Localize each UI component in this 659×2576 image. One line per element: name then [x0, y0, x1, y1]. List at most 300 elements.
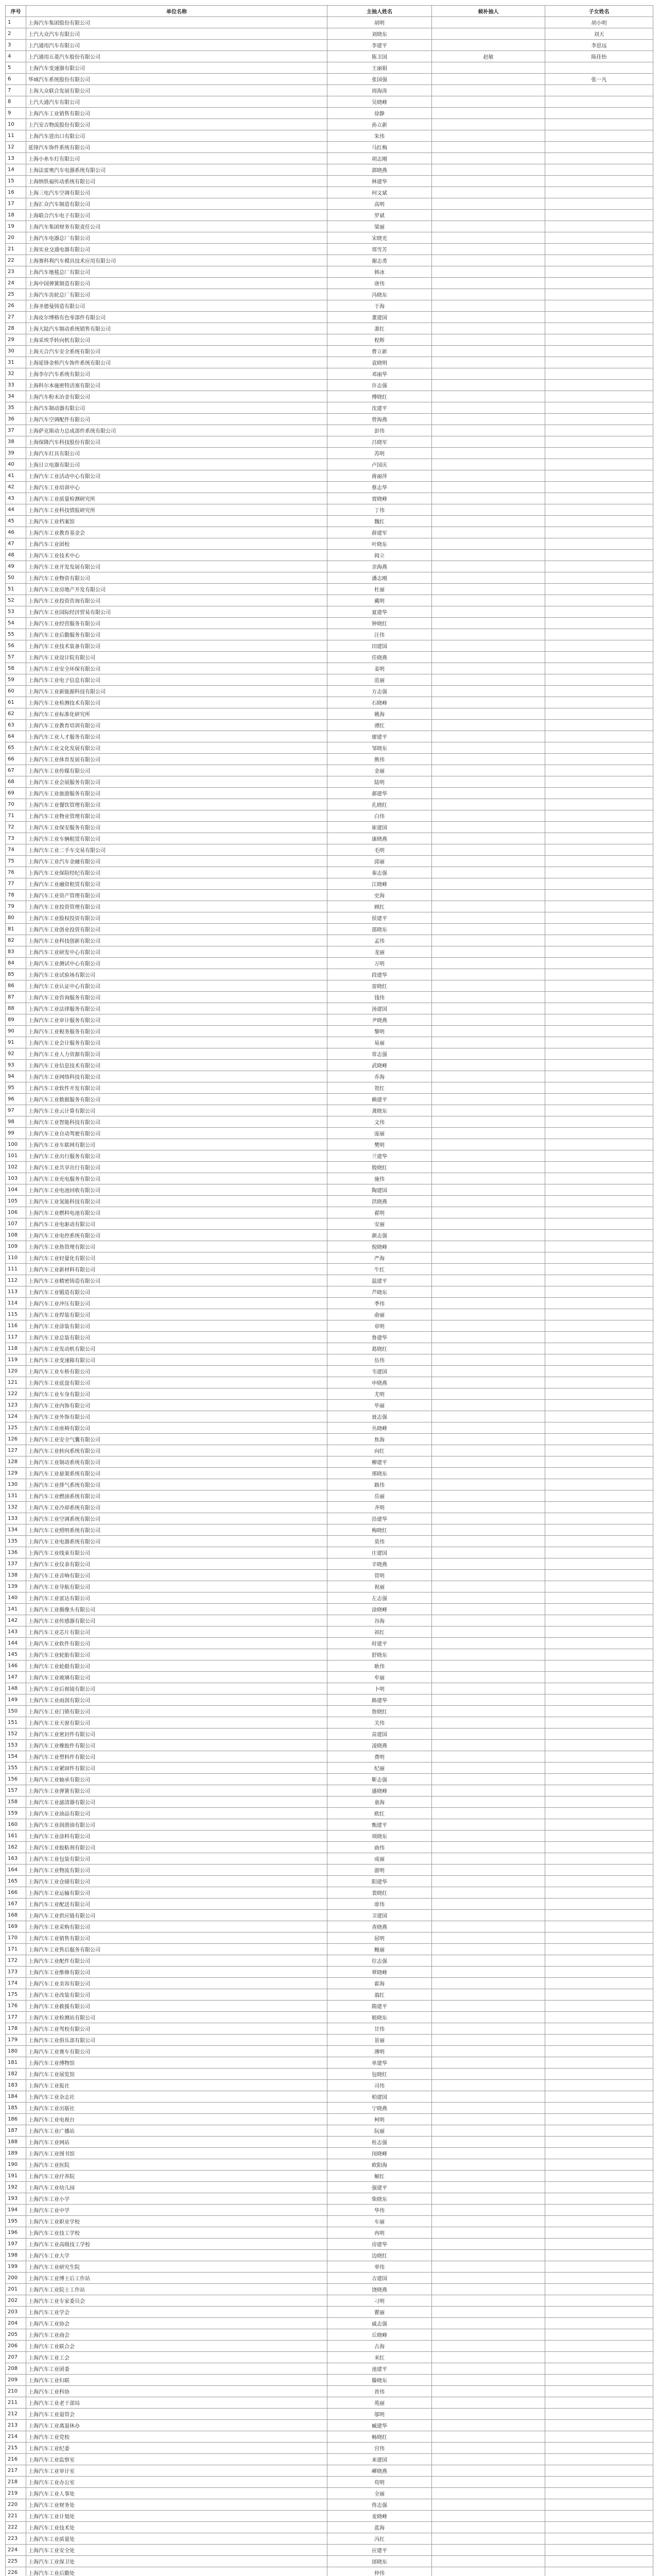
row-main-person: 殷晓红: [327, 1162, 432, 1173]
row-index: 204: [6, 2318, 26, 2329]
row-company: 上海大众联合发展有限公司: [26, 85, 327, 96]
row-company: 上海联合汽车电子有限公司: [26, 210, 327, 221]
row-index: 194: [6, 2205, 26, 2216]
row-child: [545, 1094, 653, 1105]
row-index: 137: [6, 1558, 26, 1570]
row-alternate: [432, 482, 545, 493]
row-alternate: [432, 856, 545, 867]
row-main-person: 阎立: [327, 550, 432, 561]
row-child: [545, 1808, 653, 1819]
header-company: 单位名称: [26, 6, 327, 17]
row-company: 上海汽车工业仪表有限公司: [26, 1558, 327, 1570]
row-main-person: 余海燕: [327, 561, 432, 572]
row-child: [545, 527, 653, 538]
row-alternate: [432, 1774, 545, 1785]
row-company: 上海汽车工业驾校有限公司: [26, 2023, 327, 2035]
table-row: [6, 1921, 653, 1933]
row-main-person: 霍海: [327, 1978, 432, 1989]
row-alternate: 赵敏: [432, 51, 545, 62]
table-row: [6, 754, 653, 765]
row-index: 208: [6, 2363, 26, 2375]
table-row: [6, 2375, 653, 2386]
table-row: [6, 2318, 653, 2329]
header-row: [6, 6, 653, 17]
row-alternate: [432, 2091, 545, 2103]
row-index: 143: [6, 1626, 26, 1638]
row-child: [545, 470, 653, 482]
row-child: [545, 1672, 653, 1683]
table-row: [6, 1989, 653, 2001]
row-main-person: 萧红: [327, 323, 432, 334]
row-index: 51: [6, 584, 26, 595]
row-alternate: [432, 1967, 545, 1978]
row-main-person: 申晓燕: [327, 1377, 432, 1388]
row-alternate: [432, 2035, 545, 2046]
row-company: 上海汽车工业信息技术有限公司: [26, 1060, 327, 1071]
row-main-person: 安丽: [327, 1218, 432, 1230]
row-child: [545, 1298, 653, 1309]
row-main-person: 陈卫国: [327, 51, 432, 62]
row-index: 140: [6, 1592, 26, 1604]
row-main-person: 莫伟: [327, 1536, 432, 1547]
row-child: [545, 1479, 653, 1490]
row-company: 上海大陆汽车制动系统销售有限公司: [26, 323, 327, 334]
row-main-person: 畅晓红: [327, 2431, 432, 2443]
row-company: 上海汽车工业老干部局: [26, 2397, 327, 2409]
row-alternate: [432, 1887, 545, 1899]
row-child: [545, 504, 653, 516]
row-child: [545, 2137, 653, 2148]
table-row: [6, 130, 653, 142]
table-row: [6, 584, 653, 595]
row-child: [545, 890, 653, 901]
row-alternate: [432, 1468, 545, 1479]
table-row: [6, 2171, 653, 2182]
row-company: 上海汽车工业包装有限公司: [26, 1853, 327, 1865]
table-row: [6, 2454, 653, 2465]
row-child: [545, 754, 653, 765]
row-alternate: [432, 1513, 545, 1524]
row-child: [545, 1014, 653, 1026]
row-company: 上海汽车工业院士工作站: [26, 2284, 327, 2295]
row-main-person: 郑雪芳: [327, 244, 432, 255]
row-index: 96: [6, 1094, 26, 1105]
row-main-person: 邢晓东: [327, 1468, 432, 1479]
table-row: [6, 1343, 653, 1354]
table-row: [6, 1354, 653, 1366]
row-index: 162: [6, 1842, 26, 1853]
row-child: [545, 788, 653, 799]
row-child: [545, 708, 653, 720]
row-main-person: 游明: [327, 1865, 432, 1876]
table-row: [6, 1694, 653, 1706]
row-main-person: 熊伟: [327, 754, 432, 765]
row-alternate: [432, 493, 545, 504]
row-alternate: [432, 2159, 545, 2171]
row-company: 上海汽车工业商会: [26, 2329, 327, 2341]
row-main-person: 戴明: [327, 595, 432, 606]
table-row: [6, 2420, 653, 2431]
row-index: 47: [6, 538, 26, 550]
row-alternate: [432, 867, 545, 878]
row-index: 91: [6, 1037, 26, 1048]
row-child: [545, 799, 653, 810]
row-company: 上海李尔汽车系统有限公司: [26, 368, 327, 380]
row-alternate: [432, 1581, 545, 1592]
row-child: [545, 1241, 653, 1252]
table-row: [6, 368, 653, 380]
row-main-person: 黎明: [327, 1026, 432, 1037]
row-alternate: [432, 2420, 545, 2431]
row-child: [545, 2352, 653, 2363]
table-row: [6, 1751, 653, 1762]
table-row: [6, 2307, 653, 2318]
row-company: 上海汽车工业新能源科技有限公司: [26, 686, 327, 697]
row-company: 上海汽车工业总装有限公司: [26, 1332, 327, 1343]
row-index: 65: [6, 742, 26, 754]
row-company: 上海汽车工业导航有限公司: [26, 1581, 327, 1592]
row-company: 上海汽车工业出行服务有限公司: [26, 1150, 327, 1162]
row-child: [545, 402, 653, 414]
row-alternate: [432, 2227, 545, 2239]
row-index: 93: [6, 1060, 26, 1071]
table-row: [6, 2499, 653, 2511]
row-alternate: [432, 2273, 545, 2284]
row-index: 128: [6, 1456, 26, 1468]
row-company: 上海汽车工业经营服务有限公司: [26, 618, 327, 629]
row-company: 上海汽车变速器有限公司: [26, 62, 327, 74]
row-alternate: [432, 459, 545, 470]
row-child: [545, 2431, 653, 2443]
table-row: [6, 153, 653, 164]
row-alternate: [432, 2329, 545, 2341]
row-company: 上海汽车工业油品有限公司: [26, 1808, 327, 1819]
row-alternate: [432, 595, 545, 606]
row-index: 226: [6, 2567, 26, 2576]
row-alternate: [432, 1162, 545, 1173]
row-alternate: [432, 708, 545, 720]
row-main-person: 唐伟: [327, 278, 432, 289]
row-alternate: [432, 2397, 545, 2409]
table-row: [6, 232, 653, 244]
row-alternate: [432, 1003, 545, 1014]
row-alternate: [432, 1865, 545, 1876]
row-index: 144: [6, 1638, 26, 1649]
row-index: 168: [6, 1910, 26, 1921]
row-main-person: 蓝海: [327, 2522, 432, 2533]
row-index: 138: [6, 1570, 26, 1581]
row-main-person: 徐静: [327, 108, 432, 119]
row-company: 上海汽车工业橡胶件有限公司: [26, 1740, 327, 1751]
row-index: 173: [6, 1967, 26, 1978]
table-row: [6, 1887, 653, 1899]
row-child: [545, 2522, 653, 2533]
row-alternate: [432, 2431, 545, 2443]
row-alternate: [432, 1490, 545, 1502]
row-alternate: [432, 1672, 545, 1683]
row-company: 上汽通用五菱汽车股份有限公司: [26, 51, 327, 62]
row-index: 155: [6, 1762, 26, 1774]
row-alternate: [432, 1899, 545, 1910]
row-company: 上海汽车工业保卫处: [26, 2556, 327, 2567]
row-alternate: [432, 1060, 545, 1071]
row-alternate: [432, 1660, 545, 1672]
row-child: [545, 992, 653, 1003]
row-index: 7: [6, 85, 26, 96]
row-index: 222: [6, 2522, 26, 2533]
row-child: [545, 1899, 653, 1910]
row-main-person: 王丽娟: [327, 62, 432, 74]
row-index: 110: [6, 1252, 26, 1264]
row-alternate: [432, 1241, 545, 1252]
row-alternate: [432, 833, 545, 844]
row-company: 上海汽车工业二手车交易有限公司: [26, 844, 327, 856]
table-row: [6, 1411, 653, 1422]
row-company: 上海汽车工业财务处: [26, 2499, 327, 2511]
row-alternate: [432, 210, 545, 221]
row-index: 192: [6, 2182, 26, 2193]
row-child: [545, 2205, 653, 2216]
row-index: 75: [6, 856, 26, 867]
row-company: 上海汽车工业云计算有限公司: [26, 1105, 327, 1116]
row-company: 上海汽车工业股权投资有限公司: [26, 912, 327, 924]
row-index: 19: [6, 221, 26, 232]
row-main-person: 胡志刚: [327, 153, 432, 164]
row-child: 陈佳怡: [545, 51, 653, 62]
table-row: [6, 1910, 653, 1921]
row-company: 上海汽车工业检测站有限公司: [26, 2012, 327, 2023]
row-main-person: 柳建平: [327, 1456, 432, 1468]
table-row: [6, 493, 653, 504]
row-child: [545, 1853, 653, 1865]
table-row: [6, 334, 653, 346]
row-company: 上海汽车工业软件开发有限公司: [26, 1082, 327, 1094]
row-main-person: 范丽: [327, 674, 432, 686]
row-alternate: [432, 731, 545, 742]
row-main-person: 于海: [327, 300, 432, 312]
row-company: 上海汽车工业后勤服务有限公司: [26, 629, 327, 640]
row-main-person: 凌晓燕: [327, 1740, 432, 1751]
table-row: [6, 2001, 653, 2012]
row-main-person: 武晓峰: [327, 1060, 432, 1071]
row-index: 165: [6, 1876, 26, 1887]
row-alternate: [432, 2477, 545, 2488]
row-main-person: 詹晓红: [327, 1706, 432, 1717]
row-company: 上海汽车工业燃料电池有限公司: [26, 1207, 327, 1218]
row-index: 103: [6, 1173, 26, 1184]
row-main-person: 庄建国: [327, 1547, 432, 1558]
row-main-person: 祁红: [327, 1626, 432, 1638]
table-row: [6, 516, 653, 527]
row-company: 上海小糸车灯有限公司: [26, 153, 327, 164]
table-row: [6, 391, 653, 402]
row-main-person: 隋建平: [327, 2001, 432, 2012]
row-main-person: 牟丽: [327, 1672, 432, 1683]
row-main-person: 童海: [327, 1797, 432, 1808]
row-company: 上海汽车电器总厂有限公司: [26, 232, 327, 244]
row-main-person: 焦海: [327, 1434, 432, 1445]
row-company: 上海汽车工业安全处: [26, 2545, 327, 2556]
row-index: 146: [6, 1660, 26, 1672]
row-alternate: [432, 2443, 545, 2454]
row-main-person: 颜志强: [327, 1230, 432, 1241]
table-row: [6, 561, 653, 572]
row-index: 123: [6, 1400, 26, 1411]
row-index: 14: [6, 164, 26, 176]
row-index: 134: [6, 1524, 26, 1536]
row-company: 上海汽车工业物资有限公司: [26, 572, 327, 584]
row-index: 214: [6, 2431, 26, 2443]
row-child: 张一凡: [545, 74, 653, 85]
row-index: 23: [6, 266, 26, 278]
row-index: 177: [6, 2012, 26, 2023]
row-index: 82: [6, 935, 26, 946]
row-index: 98: [6, 1116, 26, 1128]
row-main-person: 全丽: [327, 2488, 432, 2499]
row-index: 176: [6, 2001, 26, 2012]
row-alternate: [432, 357, 545, 368]
row-child: [545, 187, 653, 198]
row-main-person: 尤明: [327, 1388, 432, 1400]
row-company: 上汽大通汽车有限公司: [26, 96, 327, 108]
table-row: [6, 323, 653, 334]
table-row: [6, 2341, 653, 2352]
row-main-person: 韩冰: [327, 266, 432, 278]
row-child: [545, 414, 653, 425]
table-row: [6, 2567, 653, 2576]
row-child: [545, 1105, 653, 1116]
row-index: 50: [6, 572, 26, 584]
row-main-person: 文伟: [327, 1116, 432, 1128]
row-main-person: 强建平: [327, 2182, 432, 2193]
row-alternate: [432, 1309, 545, 1320]
row-child: [545, 856, 653, 867]
row-alternate: [432, 799, 545, 810]
row-alternate: [432, 2307, 545, 2318]
row-child: [545, 595, 653, 606]
row-index: 129: [6, 1468, 26, 1479]
row-main-person: 万明: [327, 958, 432, 969]
table-row: [6, 1944, 653, 1955]
row-child: [545, 198, 653, 210]
row-index: 45: [6, 516, 26, 527]
row-alternate: [432, 788, 545, 799]
table-row: [6, 1660, 653, 1672]
row-main-person: 葛晓红: [327, 1343, 432, 1354]
table-row: [6, 1388, 653, 1400]
table-row: [6, 822, 653, 833]
row-company: 上海汽车工业开发发展有限公司: [26, 561, 327, 572]
table-row: [6, 448, 653, 459]
row-index: 147: [6, 1672, 26, 1683]
row-child: [545, 153, 653, 164]
row-main-person: 欧阳海: [327, 2159, 432, 2171]
row-main-person: 侯建平: [327, 912, 432, 924]
row-company: 上海赛科利汽车模具技术应用有限公司: [26, 255, 327, 266]
row-alternate: [432, 1196, 545, 1207]
row-alternate: [432, 2001, 545, 2012]
row-alternate: [432, 1411, 545, 1422]
row-main-person: 马红梅: [327, 142, 432, 153]
row-child: [545, 368, 653, 380]
table-row: [6, 935, 653, 946]
row-main-person: 嵺晓燕: [327, 2465, 432, 2477]
row-index: 118: [6, 1343, 26, 1354]
row-company: 上海汽车工业传感器有限公司: [26, 1615, 327, 1626]
row-main-person: 苑丽: [327, 2397, 432, 2409]
row-alternate: [432, 2057, 545, 2069]
row-alternate: [432, 1048, 545, 1060]
row-index: 22: [6, 255, 26, 266]
row-index: 100: [6, 1139, 26, 1150]
row-company: 上海汽车工业学会: [26, 2307, 327, 2318]
row-main-person: 魏红: [327, 516, 432, 527]
row-index: 195: [6, 2216, 26, 2227]
row-main-person: 鲁建华: [327, 1332, 432, 1343]
row-main-person: 向红: [327, 1445, 432, 1456]
row-main-person: 程辉: [327, 334, 432, 346]
row-index: 119: [6, 1354, 26, 1366]
row-company: 上海汽车空调配件有限公司: [26, 414, 327, 425]
row-main-person: 朱伟: [327, 130, 432, 142]
row-child: [545, 980, 653, 992]
row-main-person: 张国强: [327, 74, 432, 85]
row-main-person: 薄明: [327, 2046, 432, 2057]
table-row: [6, 1332, 653, 1343]
row-child: [545, 482, 653, 493]
row-main-person: 晋伟: [327, 2386, 432, 2397]
row-company: 上海汽车工业人力资源有限公司: [26, 1048, 327, 1060]
row-company: 上海汽车工业技术装备有限公司: [26, 640, 327, 652]
table-row: [6, 1899, 653, 1910]
row-main-person: 樊明: [327, 1139, 432, 1150]
row-child: [545, 1558, 653, 1570]
row-index: 133: [6, 1513, 26, 1524]
table-row: [6, 1105, 653, 1116]
row-main-person: 牛红: [327, 1264, 432, 1275]
row-index: 190: [6, 2159, 26, 2171]
table-row: [6, 912, 653, 924]
table-row: [6, 2046, 653, 2057]
table-row: [6, 2352, 653, 2363]
row-index: 4: [6, 51, 26, 62]
row-index: 164: [6, 1865, 26, 1876]
row-company: 上海汽车工业悬架系统有限公司: [26, 1468, 327, 1479]
row-main-person: 曲伟: [327, 1842, 432, 1853]
row-index: 87: [6, 992, 26, 1003]
row-index: 178: [6, 2023, 26, 2035]
table-row: [6, 380, 653, 391]
row-main-person: 梁丽: [327, 221, 432, 232]
row-main-person: 任晓燕: [327, 652, 432, 663]
row-alternate: [432, 912, 545, 924]
row-company: 上海汽车工业培训中心: [26, 482, 327, 493]
table-row: [6, 187, 653, 198]
table-row: [6, 969, 653, 980]
table-row: [6, 538, 653, 550]
row-child: [545, 1173, 653, 1184]
row-company: 上海实业交通电器有限公司: [26, 244, 327, 255]
row-child: [545, 1683, 653, 1694]
row-main-person: 叶晓东: [327, 538, 432, 550]
row-alternate: [432, 1377, 545, 1388]
row-main-person: 岳丽: [327, 1490, 432, 1502]
table-row: [6, 1615, 653, 1626]
row-alternate: [432, 1298, 545, 1309]
row-child: [545, 584, 653, 595]
row-index: 187: [6, 2125, 26, 2137]
row-child: 李思远: [545, 40, 653, 51]
